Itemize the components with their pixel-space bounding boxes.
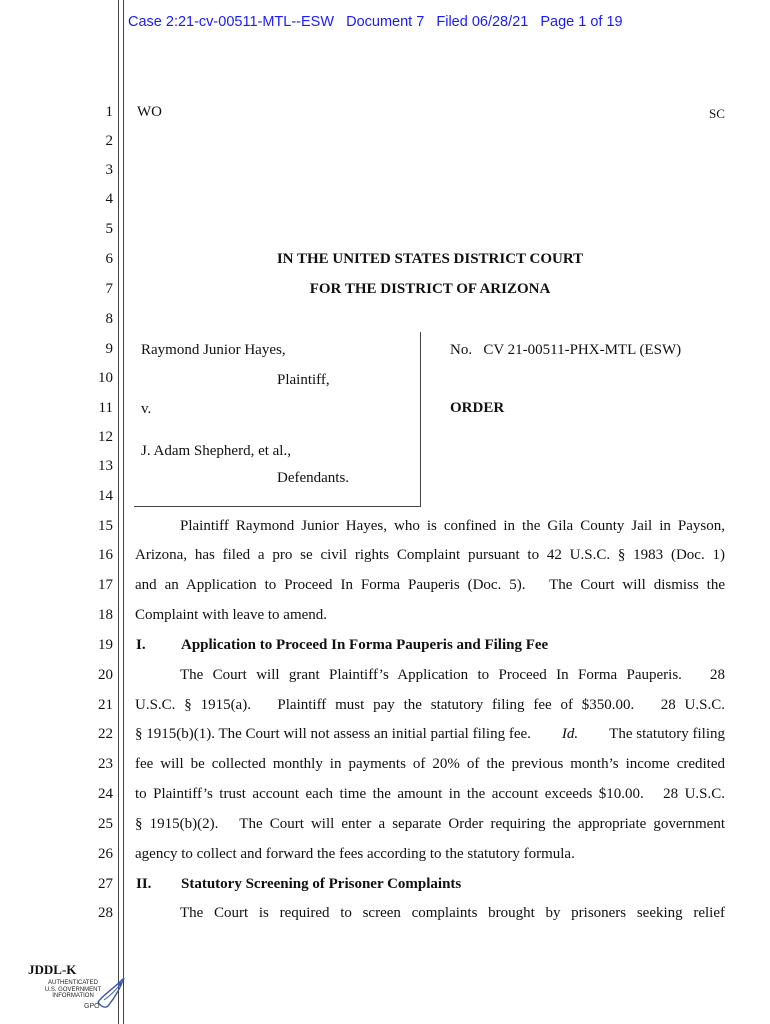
line-number: 27 (98, 876, 113, 892)
body-text: § 1915(b)(1). The Court will not assess an initial partial filing fee. (135, 726, 531, 742)
line-number: 18 (98, 607, 113, 623)
margin-rule-inner (123, 0, 124, 1024)
line-number: 13 (98, 458, 113, 474)
seal-auth-text: AUTHENTICATED U.S. GOVERNMENT INFORMATION (44, 980, 102, 999)
line-number: 24 (98, 786, 113, 802)
line-number: 14 (98, 488, 113, 504)
body-line: Arizona, has filed a pro se civil rights Complaint pursuant to 42 U.S.C. § 1983 (Doc. 1) (135, 547, 725, 563)
document-title: ORDER (450, 400, 505, 416)
defendant-name: J. Adam Shepherd, et al., (141, 443, 291, 459)
line-number: 7 (105, 281, 113, 297)
docket-header-stamp: Case 2:21-cv-00511-MTL--ESW Document 7 Filed 06/28/21 Page 1 of 19 (128, 14, 623, 30)
versus: v. (141, 401, 152, 417)
line-number: 25 (98, 816, 113, 832)
citation-id: Id. (561, 726, 579, 742)
line-number: 28 (98, 905, 113, 921)
line-number: 9 (105, 341, 113, 357)
line-number: 1 (105, 104, 113, 120)
line-number: 23 (98, 756, 113, 772)
body-text: The statutory filing (609, 726, 725, 742)
defendant-role: Defendants. (277, 470, 350, 486)
court-district: FOR THE DISTRICT OF ARIZONA (309, 281, 551, 297)
line-number: 2 (105, 133, 113, 149)
body-line: The Court will grant Plaintiff’s Application to Proceed In Forma Pauperis. 28 (180, 667, 725, 683)
section-number: I. (136, 637, 146, 653)
body-line: The Court is required to screen complaints brought by prisoners seeking relief (180, 905, 725, 921)
line-number: 17 (98, 577, 113, 593)
eagle-icon (94, 972, 130, 1012)
body-line: agency to collect and forward the fees according to the statutory formula. (135, 846, 575, 862)
line-number: 3 (105, 162, 113, 178)
case-number: No. CV 21-00511-PHX-MTL (ESW) (450, 342, 682, 358)
wo-mark: WO (137, 104, 162, 120)
section-heading: Statutory Screening of Prisoner Complaints (181, 876, 462, 892)
line-number: 10 (98, 370, 113, 386)
line-number: 15 (98, 518, 113, 534)
sc-mark: SC (709, 106, 725, 121)
caption-divider-vertical (420, 332, 421, 507)
line-number: 21 (98, 697, 113, 713)
caption-divider-horizontal (134, 506, 421, 507)
section-heading: Application to Proceed In Forma Pauperis and Filing Fee (181, 637, 549, 653)
line-number: 26 (98, 846, 113, 862)
line-number: 5 (105, 221, 113, 237)
line-number: 19 (98, 637, 113, 653)
plaintiff-name: Raymond Junior Hayes, (141, 342, 286, 358)
body-line: § 1915(b)(2). The Court will enter a separate Order requiring the appropriate government (135, 816, 725, 832)
seal-code: JDDL-K (28, 962, 77, 977)
line-number: 8 (105, 311, 113, 327)
line-number: 6 (105, 251, 113, 267)
line-number: 20 (98, 667, 113, 683)
line-number: 12 (98, 429, 113, 445)
body-line: U.S.C. § 1915(a). Plaintiff must pay the statutory filing fee of $350.00. 28 U.S.C. (135, 697, 725, 713)
body-line: and an Application to Proceed In Forma Pauperis (Doc. 5). The Court will dismiss the (135, 577, 725, 593)
line-number: 4 (105, 191, 113, 207)
seal-agency: GPO (84, 1003, 100, 1010)
body-line: fee will be collected monthly in payments of 20% of the previous month’s income credited (135, 756, 725, 772)
court-name: IN THE UNITED STATES DISTRICT COURT (276, 251, 584, 267)
body-line (135, 725, 725, 743)
gpo-authentication-seal (28, 962, 132, 1014)
body-line: to Plaintiff’s trust account each time the amount in the account exceeds $10.00. 28 U.S.C. (135, 786, 725, 802)
plaintiff-role: Plaintiff, (277, 372, 330, 388)
section-number: II. (136, 876, 152, 892)
line-number: 11 (98, 400, 113, 416)
body-line: Plaintiff Raymond Junior Hayes, who is confined in the Gila County Jail in Payson, (180, 518, 725, 534)
line-number: 22 (98, 726, 113, 742)
line-number: 16 (98, 547, 113, 563)
margin-rule-outer (118, 0, 119, 1024)
body-line: Complaint with leave to amend. (135, 607, 328, 623)
